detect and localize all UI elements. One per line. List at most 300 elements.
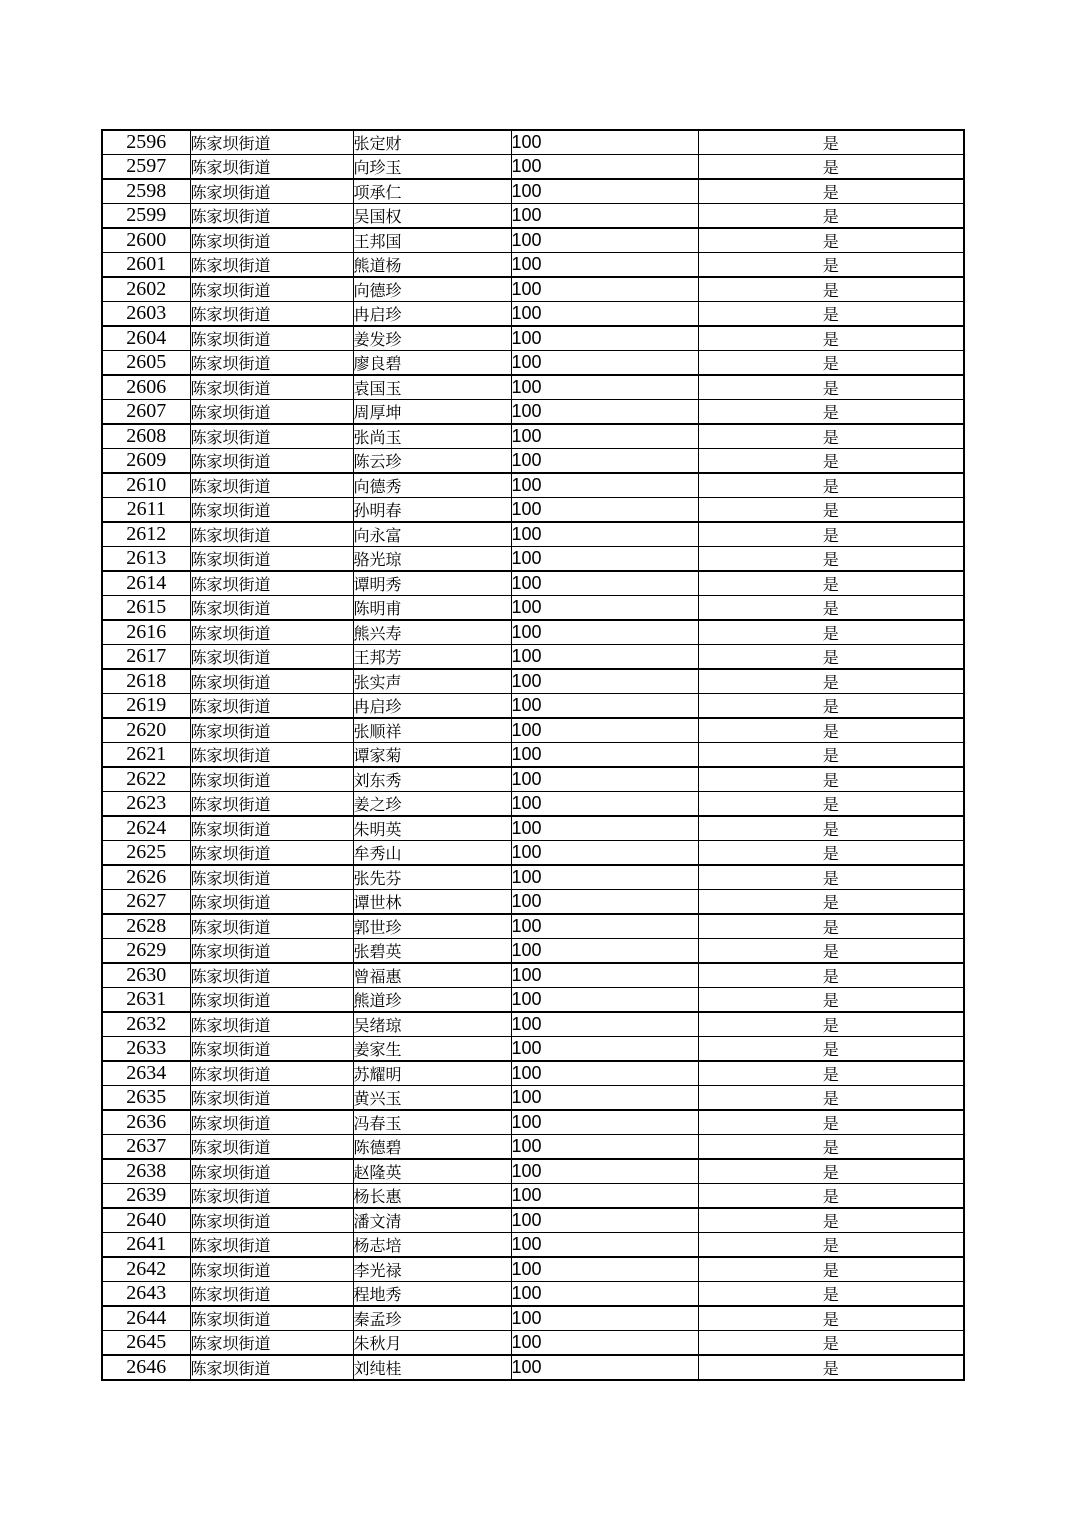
table-row <box>102 498 964 523</box>
street-cell: 陈家坝街道 <box>190 253 353 278</box>
street-cell: 陈家坝街道 <box>190 449 353 474</box>
confirm-cell: 是 <box>698 1233 964 1258</box>
name-cell: 郭世珍 <box>353 914 511 939</box>
street-cell: 陈家坝街道 <box>190 424 353 449</box>
street-cell: 陈家坝街道 <box>190 1233 353 1258</box>
row-number-cell: 2631 <box>102 988 190 1013</box>
name-cell: 向永富 <box>353 522 511 547</box>
row-number-cell: 2634 <box>102 1061 190 1086</box>
table-row <box>102 963 964 988</box>
confirm-cell: 是 <box>698 1037 964 1062</box>
name-cell: 王邦芳 <box>353 645 511 670</box>
street-cell: 陈家坝街道 <box>190 816 353 841</box>
table-row <box>102 1037 964 1062</box>
street-cell: 陈家坝街道 <box>190 1012 353 1037</box>
name-cell: 刘东秀 <box>353 767 511 792</box>
street-cell: 陈家坝街道 <box>190 1355 353 1380</box>
row-number-cell: 2600 <box>102 228 190 253</box>
row-number-cell: 2628 <box>102 914 190 939</box>
row-number-cell: 2601 <box>102 253 190 278</box>
street-cell: 陈家坝街道 <box>190 1086 353 1111</box>
name-cell: 谭世林 <box>353 890 511 915</box>
confirm-cell: 是 <box>698 1355 964 1380</box>
table-row <box>102 424 964 449</box>
table-row <box>102 914 964 939</box>
score-cell: 100 <box>511 1257 698 1282</box>
name-cell: 张顺祥 <box>353 718 511 743</box>
table-row <box>102 865 964 890</box>
score-cell: 100 <box>511 1012 698 1037</box>
score-cell: 100 <box>511 547 698 572</box>
row-number-cell: 2605 <box>102 351 190 376</box>
row-number-cell: 2606 <box>102 375 190 400</box>
table-row <box>102 718 964 743</box>
row-number-cell: 2624 <box>102 816 190 841</box>
name-cell: 熊兴寿 <box>353 620 511 645</box>
name-cell: 曾福惠 <box>353 963 511 988</box>
table-row <box>102 1110 964 1135</box>
confirm-cell: 是 <box>698 645 964 670</box>
table-row <box>102 473 964 498</box>
table-row <box>102 620 964 645</box>
street-cell: 陈家坝街道 <box>190 1208 353 1233</box>
street-cell: 陈家坝街道 <box>190 547 353 572</box>
name-cell: 向德秀 <box>353 473 511 498</box>
table-row <box>102 596 964 621</box>
street-cell: 陈家坝街道 <box>190 1037 353 1062</box>
table-row <box>102 375 964 400</box>
row-number-cell: 2603 <box>102 302 190 327</box>
row-number-cell: 2616 <box>102 620 190 645</box>
score-cell: 100 <box>511 253 698 278</box>
confirm-cell: 是 <box>698 669 964 694</box>
street-cell: 陈家坝街道 <box>190 1282 353 1307</box>
score-cell: 100 <box>511 669 698 694</box>
row-number-cell: 2607 <box>102 400 190 425</box>
street-cell: 陈家坝街道 <box>190 179 353 204</box>
score-cell: 100 <box>511 179 698 204</box>
table-row <box>102 669 964 694</box>
name-cell: 姜之珍 <box>353 792 511 817</box>
row-number-cell: 2627 <box>102 890 190 915</box>
confirm-cell: 是 <box>698 571 964 596</box>
score-cell: 100 <box>511 1135 698 1160</box>
score-cell: 100 <box>511 1110 698 1135</box>
table-row <box>102 1208 964 1233</box>
name-cell: 向珍玉 <box>353 155 511 180</box>
street-cell: 陈家坝街道 <box>190 988 353 1013</box>
score-cell: 100 <box>511 571 698 596</box>
confirm-cell: 是 <box>698 522 964 547</box>
row-number-cell: 2608 <box>102 424 190 449</box>
table-row <box>102 1061 964 1086</box>
row-number-cell: 2610 <box>102 473 190 498</box>
name-cell: 程地秀 <box>353 1282 511 1307</box>
score-cell: 100 <box>511 963 698 988</box>
row-number-cell: 2618 <box>102 669 190 694</box>
row-number-cell: 2611 <box>102 498 190 523</box>
score-cell: 100 <box>511 718 698 743</box>
confirm-cell: 是 <box>698 963 964 988</box>
confirm-cell: 是 <box>698 1086 964 1111</box>
score-cell: 100 <box>511 424 698 449</box>
row-number-cell: 2609 <box>102 449 190 474</box>
table-row <box>102 1135 964 1160</box>
name-cell: 冉启珍 <box>353 302 511 327</box>
score-cell: 100 <box>511 1282 698 1307</box>
table-row <box>102 1159 964 1184</box>
name-cell: 杨志培 <box>353 1233 511 1258</box>
confirm-cell: 是 <box>698 473 964 498</box>
confirm-cell: 是 <box>698 1208 964 1233</box>
name-cell: 张先芬 <box>353 865 511 890</box>
row-number-cell: 2636 <box>102 1110 190 1135</box>
score-cell: 100 <box>511 1233 698 1258</box>
confirm-cell: 是 <box>698 179 964 204</box>
row-number-cell: 2598 <box>102 179 190 204</box>
name-cell: 熊道珍 <box>353 988 511 1013</box>
confirm-cell: 是 <box>698 743 964 768</box>
score-cell: 100 <box>511 865 698 890</box>
row-number-cell: 2646 <box>102 1355 190 1380</box>
confirm-cell: 是 <box>698 939 964 964</box>
confirm-cell: 是 <box>698 620 964 645</box>
score-cell: 100 <box>511 596 698 621</box>
table-row <box>102 1257 964 1282</box>
table-row <box>102 1355 964 1380</box>
confirm-cell: 是 <box>698 1159 964 1184</box>
table-row <box>102 179 964 204</box>
street-cell: 陈家坝街道 <box>190 498 353 523</box>
name-cell: 杨长惠 <box>353 1184 511 1209</box>
table-row <box>102 792 964 817</box>
score-cell: 100 <box>511 228 698 253</box>
row-number-cell: 2632 <box>102 1012 190 1037</box>
street-cell: 陈家坝街道 <box>190 326 353 351</box>
confirm-cell: 是 <box>698 204 964 229</box>
table-row <box>102 743 964 768</box>
table-row <box>102 449 964 474</box>
confirm-cell: 是 <box>698 596 964 621</box>
name-cell: 冉启珍 <box>353 694 511 719</box>
name-cell: 冯春玉 <box>353 1110 511 1135</box>
name-cell: 姜发珍 <box>353 326 511 351</box>
confirm-cell: 是 <box>698 302 964 327</box>
street-cell: 陈家坝街道 <box>190 890 353 915</box>
row-number-cell: 2619 <box>102 694 190 719</box>
table-row <box>102 326 964 351</box>
table-row <box>102 204 964 229</box>
street-cell: 陈家坝街道 <box>190 1306 353 1331</box>
row-number-cell: 2612 <box>102 522 190 547</box>
table-row <box>102 302 964 327</box>
confirm-cell: 是 <box>698 1061 964 1086</box>
name-cell: 秦孟珍 <box>353 1306 511 1331</box>
score-cell: 100 <box>511 155 698 180</box>
street-cell: 陈家坝街道 <box>190 522 353 547</box>
name-cell: 张定财 <box>353 130 511 155</box>
table-row <box>102 253 964 278</box>
table-row <box>102 522 964 547</box>
street-cell: 陈家坝街道 <box>190 963 353 988</box>
confirm-cell: 是 <box>698 694 964 719</box>
street-cell: 陈家坝街道 <box>190 1135 353 1160</box>
residents-table <box>101 129 965 1381</box>
street-cell: 陈家坝街道 <box>190 743 353 768</box>
street-cell: 陈家坝街道 <box>190 1110 353 1135</box>
row-number-cell: 2633 <box>102 1037 190 1062</box>
table-row <box>102 228 964 253</box>
street-cell: 陈家坝街道 <box>190 865 353 890</box>
table-row <box>102 1331 964 1356</box>
confirm-cell: 是 <box>698 351 964 376</box>
confirm-cell: 是 <box>698 1135 964 1160</box>
confirm-cell: 是 <box>698 1306 964 1331</box>
table-row <box>102 277 964 302</box>
row-number-cell: 2599 <box>102 204 190 229</box>
name-cell: 向德珍 <box>353 277 511 302</box>
score-cell: 100 <box>511 841 698 866</box>
score-cell: 100 <box>511 890 698 915</box>
row-number-cell: 2622 <box>102 767 190 792</box>
row-number-cell: 2615 <box>102 596 190 621</box>
confirm-cell: 是 <box>698 1110 964 1135</box>
score-cell: 100 <box>511 988 698 1013</box>
row-number-cell: 2602 <box>102 277 190 302</box>
name-cell: 孙明春 <box>353 498 511 523</box>
row-number-cell: 2613 <box>102 547 190 572</box>
street-cell: 陈家坝街道 <box>190 620 353 645</box>
confirm-cell: 是 <box>698 1282 964 1307</box>
confirm-cell: 是 <box>698 767 964 792</box>
street-cell: 陈家坝街道 <box>190 351 353 376</box>
name-cell: 陈德碧 <box>353 1135 511 1160</box>
table-row <box>102 645 964 670</box>
name-cell: 周厚坤 <box>353 400 511 425</box>
confirm-cell: 是 <box>698 228 964 253</box>
name-cell: 牟秀山 <box>353 841 511 866</box>
street-cell: 陈家坝街道 <box>190 277 353 302</box>
name-cell: 黄兴玉 <box>353 1086 511 1111</box>
row-number-cell: 2620 <box>102 718 190 743</box>
name-cell: 朱明英 <box>353 816 511 841</box>
confirm-cell: 是 <box>698 841 964 866</box>
score-cell: 100 <box>511 1061 698 1086</box>
score-cell: 100 <box>511 816 698 841</box>
street-cell: 陈家坝街道 <box>190 939 353 964</box>
row-number-cell: 2625 <box>102 841 190 866</box>
name-cell: 姜家生 <box>353 1037 511 1062</box>
name-cell: 赵隆英 <box>353 1159 511 1184</box>
score-cell: 100 <box>511 400 698 425</box>
name-cell: 苏耀明 <box>353 1061 511 1086</box>
street-cell: 陈家坝街道 <box>190 571 353 596</box>
confirm-cell: 是 <box>698 375 964 400</box>
name-cell: 袁国玉 <box>353 375 511 400</box>
row-number-cell: 2596 <box>102 130 190 155</box>
table-row <box>102 1086 964 1111</box>
row-number-cell: 2617 <box>102 645 190 670</box>
street-cell: 陈家坝街道 <box>190 204 353 229</box>
score-cell: 100 <box>511 1208 698 1233</box>
confirm-cell: 是 <box>698 155 964 180</box>
row-number-cell: 2643 <box>102 1282 190 1307</box>
score-cell: 100 <box>511 620 698 645</box>
row-number-cell: 2635 <box>102 1086 190 1111</box>
name-cell: 潘文清 <box>353 1208 511 1233</box>
name-cell: 谭明秀 <box>353 571 511 596</box>
row-number-cell: 2621 <box>102 743 190 768</box>
table-row <box>102 841 964 866</box>
residents-table-body <box>102 130 964 1380</box>
street-cell: 陈家坝街道 <box>190 767 353 792</box>
street-cell: 陈家坝街道 <box>190 669 353 694</box>
street-cell: 陈家坝街道 <box>190 1257 353 1282</box>
score-cell: 100 <box>511 204 698 229</box>
table-row <box>102 155 964 180</box>
score-cell: 100 <box>511 1159 698 1184</box>
table-row <box>102 1184 964 1209</box>
street-cell: 陈家坝街道 <box>190 718 353 743</box>
street-cell: 陈家坝街道 <box>190 302 353 327</box>
confirm-cell: 是 <box>698 253 964 278</box>
table-row <box>102 767 964 792</box>
score-cell: 100 <box>511 522 698 547</box>
table-row <box>102 1306 964 1331</box>
name-cell: 吴国权 <box>353 204 511 229</box>
table-row <box>102 1012 964 1037</box>
row-number-cell: 2641 <box>102 1233 190 1258</box>
score-cell: 100 <box>511 1086 698 1111</box>
table-row <box>102 400 964 425</box>
confirm-cell: 是 <box>698 498 964 523</box>
row-number-cell: 2614 <box>102 571 190 596</box>
score-cell: 100 <box>511 498 698 523</box>
score-cell: 100 <box>511 767 698 792</box>
name-cell: 谭家菊 <box>353 743 511 768</box>
confirm-cell: 是 <box>698 1257 964 1282</box>
street-cell: 陈家坝街道 <box>190 914 353 939</box>
table-row <box>102 816 964 841</box>
table-row <box>102 351 964 376</box>
score-cell: 100 <box>511 277 698 302</box>
confirm-cell: 是 <box>698 130 964 155</box>
name-cell: 吴绪琼 <box>353 1012 511 1037</box>
table-row <box>102 1282 964 1307</box>
confirm-cell: 是 <box>698 326 964 351</box>
name-cell: 张尚玉 <box>353 424 511 449</box>
row-number-cell: 2604 <box>102 326 190 351</box>
table-row <box>102 988 964 1013</box>
row-number-cell: 2639 <box>102 1184 190 1209</box>
name-cell: 项承仁 <box>353 179 511 204</box>
table-row <box>102 939 964 964</box>
name-cell: 熊道杨 <box>353 253 511 278</box>
table-row <box>102 130 964 155</box>
street-cell: 陈家坝街道 <box>190 375 353 400</box>
row-number-cell: 2644 <box>102 1306 190 1331</box>
score-cell: 100 <box>511 1355 698 1380</box>
confirm-cell: 是 <box>698 400 964 425</box>
score-cell: 100 <box>511 375 698 400</box>
score-cell: 100 <box>511 694 698 719</box>
street-cell: 陈家坝街道 <box>190 596 353 621</box>
confirm-cell: 是 <box>698 1331 964 1356</box>
row-number-cell: 2645 <box>102 1331 190 1356</box>
confirm-cell: 是 <box>698 988 964 1013</box>
row-number-cell: 2630 <box>102 963 190 988</box>
row-number-cell: 2629 <box>102 939 190 964</box>
street-cell: 陈家坝街道 <box>190 1159 353 1184</box>
confirm-cell: 是 <box>698 277 964 302</box>
name-cell: 李光禄 <box>353 1257 511 1282</box>
row-number-cell: 2638 <box>102 1159 190 1184</box>
score-cell: 100 <box>511 1306 698 1331</box>
score-cell: 100 <box>511 449 698 474</box>
row-number-cell: 2597 <box>102 155 190 180</box>
street-cell: 陈家坝街道 <box>190 400 353 425</box>
score-cell: 100 <box>511 645 698 670</box>
name-cell: 张碧英 <box>353 939 511 964</box>
score-cell: 100 <box>511 743 698 768</box>
confirm-cell: 是 <box>698 890 964 915</box>
score-cell: 100 <box>511 351 698 376</box>
street-cell: 陈家坝街道 <box>190 841 353 866</box>
score-cell: 100 <box>511 326 698 351</box>
score-cell: 100 <box>511 130 698 155</box>
confirm-cell: 是 <box>698 816 964 841</box>
name-cell: 王邦国 <box>353 228 511 253</box>
confirm-cell: 是 <box>698 792 964 817</box>
score-cell: 100 <box>511 1037 698 1062</box>
row-number-cell: 2623 <box>102 792 190 817</box>
table-row <box>102 571 964 596</box>
street-cell: 陈家坝街道 <box>190 473 353 498</box>
name-cell: 陈明甫 <box>353 596 511 621</box>
row-number-cell: 2637 <box>102 1135 190 1160</box>
confirm-cell: 是 <box>698 914 964 939</box>
name-cell: 张实声 <box>353 669 511 694</box>
street-cell: 陈家坝街道 <box>190 130 353 155</box>
confirm-cell: 是 <box>698 865 964 890</box>
street-cell: 陈家坝街道 <box>190 694 353 719</box>
name-cell: 刘纯桂 <box>353 1355 511 1380</box>
street-cell: 陈家坝街道 <box>190 792 353 817</box>
score-cell: 100 <box>511 473 698 498</box>
score-cell: 100 <box>511 302 698 327</box>
name-cell: 朱秋月 <box>353 1331 511 1356</box>
row-number-cell: 2642 <box>102 1257 190 1282</box>
confirm-cell: 是 <box>698 424 964 449</box>
table-row <box>102 890 964 915</box>
street-cell: 陈家坝街道 <box>190 155 353 180</box>
score-cell: 100 <box>511 939 698 964</box>
score-cell: 100 <box>511 792 698 817</box>
street-cell: 陈家坝街道 <box>190 228 353 253</box>
confirm-cell: 是 <box>698 449 964 474</box>
table-row <box>102 694 964 719</box>
score-cell: 100 <box>511 914 698 939</box>
table-row <box>102 547 964 572</box>
confirm-cell: 是 <box>698 1184 964 1209</box>
name-cell: 骆光琼 <box>353 547 511 572</box>
table-row <box>102 1233 964 1258</box>
street-cell: 陈家坝街道 <box>190 1184 353 1209</box>
confirm-cell: 是 <box>698 718 964 743</box>
confirm-cell: 是 <box>698 547 964 572</box>
name-cell: 廖良碧 <box>353 351 511 376</box>
score-cell: 100 <box>511 1331 698 1356</box>
